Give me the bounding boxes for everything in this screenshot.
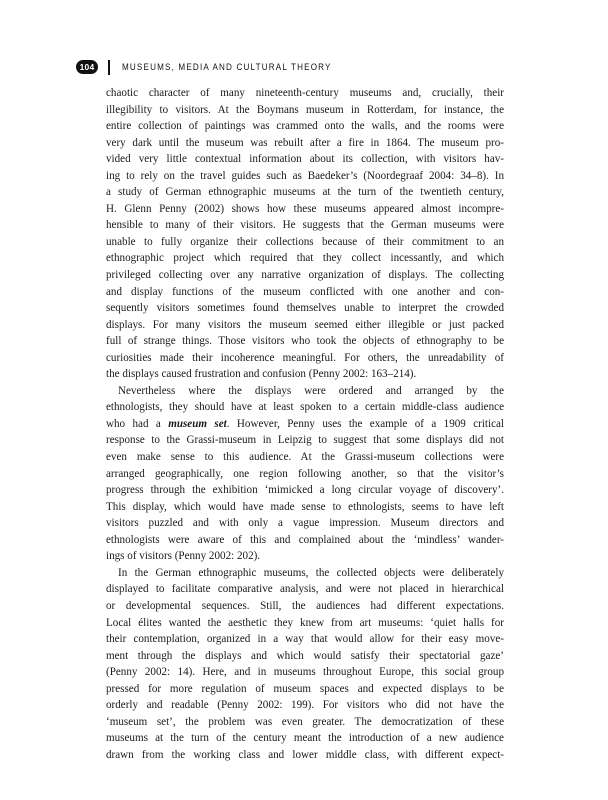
- text-line: In the German ethnographic museums, the collected objects were deliberately: [118, 566, 504, 579]
- text-line: ethnographic project which required that they collect incessantly, and which: [106, 252, 504, 265]
- text-line: even make sense to this audience. At the Grassi-museum collections were: [106, 451, 504, 464]
- text-line: and display functions of the museum conflicted with one another and con-: [106, 285, 504, 298]
- text-line: hensible to many of their visitors. He suggests that the German museums were: [106, 219, 504, 232]
- text-run: . However, Penny uses the example of a 1909 critical: [226, 417, 504, 430]
- text-line: ing to rely on the travel guides such as Baedeker’s (Noordegraaf 2004: 34–8). In: [106, 169, 504, 182]
- paragraph-3: [106, 565, 504, 764]
- text-line: ‘museum set’, the problem was even greater. The democratization of these: [106, 715, 504, 728]
- text-line: pressed for more regulation of museum spaces and expected displays to be: [106, 682, 504, 695]
- text-run: who had a: [106, 417, 169, 430]
- text-line: visitors puzzled and with only a vague impression. Museum directors and: [106, 517, 504, 530]
- text-line: displayed to facilitate comparative analysis, and were not placed in hierarchical: [106, 583, 504, 596]
- text-line: (Penny 2002: 14). Here, and in museums throughout Europe, this social group: [106, 666, 504, 679]
- text-line: Local élites wanted the aesthetic they knew from art museums: ‘quiet halls for: [106, 616, 504, 629]
- text-line: illegibility to visitors. At the Boymans museum in Rotterdam, for instance, the: [106, 103, 504, 116]
- text-line: or developmental sequences. Still, the audiences had different expectations.: [106, 599, 504, 612]
- text-line: sequently visitors sometimes found themselves unable to interpret the crowded: [106, 302, 504, 315]
- text-line: museums at the turn of the century meant the introduction of a new audience: [106, 732, 504, 745]
- text-line: their contemplation, organized in a way that would allow for their easy move-: [106, 633, 504, 646]
- emphasized-term: museum set: [168, 417, 227, 430]
- text-line: response to the Grassi-museum in Leipzig to suggest that some displays did not: [106, 434, 504, 447]
- header-divider: [108, 60, 110, 75]
- body-text: [106, 85, 504, 763]
- text-line: ings of visitors (Penny 2002: 202).: [106, 550, 261, 563]
- text-line: This display, which would have made sense to ethnologists, seems to have left: [106, 500, 504, 513]
- running-head: MUSEUMS, MEDIA AND CULTURAL THEORY: [122, 62, 332, 72]
- paragraph-2: [106, 383, 504, 565]
- text-line: vided very little contextual information about its collection, with visitors hav-: [106, 153, 504, 166]
- text-line: displays. For many visitors the museum seemed either illegible or just packed: [106, 318, 504, 331]
- text-line: full of strange things. Those visitors who took the objects of ethnography to be: [106, 335, 504, 348]
- text-line: unable to fully organize their collections because of their commitment to an: [106, 235, 504, 248]
- text-line: ethnologists, they should have at least spoken to a certain middle-class audience: [106, 401, 504, 414]
- text-line: chaotic character of many nineteenth-century museums and, crucially, their: [106, 87, 504, 99]
- text-line: orderly and readable (Penny 2002: 199). For visitors who did not have the: [106, 699, 504, 712]
- text-line-with-emphasis: [106, 416, 504, 433]
- text-line: H. Glenn Penny (2002) shows how these museums appeared almost incompre-: [106, 202, 504, 215]
- paragraph-1: [106, 85, 504, 383]
- text-line: entire collection of paintings was crammed onto the walls, and the rooms were: [106, 120, 504, 133]
- page-number-badge: 104: [76, 60, 98, 74]
- page-header: [76, 58, 355, 76]
- text-line: a study of German ethnographic museums at the turn of the twentieth century,: [106, 186, 504, 199]
- text-line: drawn from the working class and lower middle class, with different expect-: [106, 748, 504, 761]
- text-line: the displays caused frustration and confusion (Penny 2002: 163–214).: [106, 368, 417, 381]
- text-line: ethnologists were aware of this and complained about the ‘mindless’ wander-: [106, 533, 504, 546]
- text-line: ment through the displays and which would satisfy their spectatorial gaze’: [106, 649, 504, 662]
- text-line: privileged collecting over any narrative organization of displays. The collecting: [106, 269, 504, 282]
- text-line: arranged geographically, one region following another, so that the visitor’s: [106, 467, 504, 480]
- text-line: very dark until the museum was rebuilt after a fire in 1864. The museum pro-: [106, 136, 504, 149]
- text-line: curiosities made their incoherence meaningful. For others, the unreadability of: [106, 351, 504, 364]
- text-line: Nevertheless where the displays were ordered and arranged by the: [118, 384, 504, 397]
- text-line: progress through the exhibition ‘mimicked a long circular voyage of discovery’.: [106, 484, 504, 497]
